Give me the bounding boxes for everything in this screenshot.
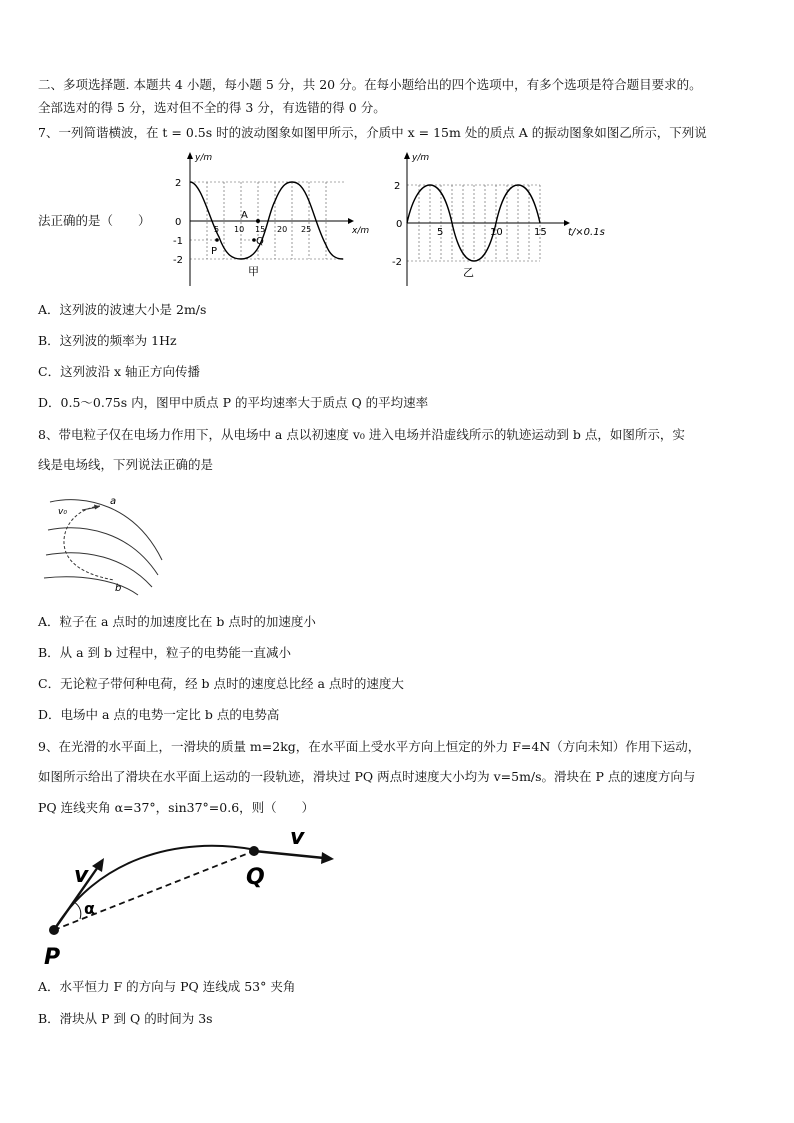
q9-trajectory-figure [36,820,346,970]
q7-stem-line1: 7、一列简谐横波，在 t = 0.5s 时的波动图象如图甲所示，介质中 x = 15m 处的质点 A 的振动图象如图乙所示，下列说 [38,125,707,140]
fig-b-ylabel: y/m [412,153,430,163]
fig-b-xtick: 15 [534,227,547,238]
q7-option-b: B．这列波的频率为 1Hz [38,333,177,348]
label-p: P [44,945,61,970]
fig-a-xtick: 5 [214,225,220,234]
label-v0: v₀ [58,507,67,517]
fig-a-caption: 甲 [248,265,259,278]
point-p-label: P [211,246,218,257]
q7-wave-figure-jia [170,146,380,286]
point-q [249,846,259,856]
q9-option-a: A．水平恒力 F 的方向与 PQ 连线成 53° 夹角 [38,979,296,994]
field-line [46,553,152,587]
field-line [44,577,138,595]
point-q-label: Q [256,236,264,247]
point-p [49,925,59,935]
q7-option-c: C．这列波沿 x 轴正方向传播 [38,364,201,379]
q7-stem-line2: 法正确的是（ ） [38,213,151,228]
q8-stem-line2: 线是电场线，下列说法正确的是 [38,457,214,472]
q9-stem-line2: 如图所示给出了滑块在水平面上运动的一段轨迹，滑块过 PQ 两点时速度大小均为 v=5m/s。滑块在 P 点的速度方向与 [38,769,696,784]
alpha-arc [74,902,81,919]
fig-a-xtick: 15 [255,225,266,234]
q7-option-a: A．这列波的波速大小是 2m/s [38,302,207,317]
q8-electric-field-figure [40,490,170,600]
q8-stem-line1: 8、带电粒子仅在电场力作用下，从电场中 a 点以初速度 v₀ 进入电场并沿虚线所示的轨迹运动到 b 点，如图所示，实 [38,427,685,442]
q9-stem-line3: PQ 连线夹角 α=37°，sin37°=0.6，则（ ） [38,800,315,815]
fig-b-caption: 乙 [463,266,474,279]
fig-a-ylabel: y/m [195,153,213,163]
point-a-label: A [241,210,248,221]
label-a: a [110,496,117,507]
q8-option-c: C．无论粒子带何种电荷，经 b 点时的速度总比经 a 点时的速度大 [38,676,404,691]
q8-option-b: B．从 a 到 b 过程中，粒子的电势能一直减小 [38,645,292,660]
fig-a-xlabel: x/m [352,226,370,236]
q8-option-a: A．粒子在 a 点时的加速度比在 b 点时的加速度小 [38,614,316,629]
fig-a-xtick: 10 [234,225,245,234]
label-q: Q [246,865,265,890]
fig-a-ytick: -2 [173,255,183,266]
fig-b-xtick: 10 [490,227,503,238]
label-alpha: α [84,899,95,918]
fig-b-ytick: 0 [396,219,403,230]
trajectory-dashed [64,506,114,580]
fig-a-xtick: 20 [277,225,288,234]
label-v-q: v [290,825,305,850]
fig-a-xtick: 25 [301,225,312,234]
fig-b-xtick: 5 [437,227,444,238]
fig-a-ytick: -1 [173,236,183,247]
label-b: b [115,583,122,594]
fig-b-xlabel: t/×0.1s [568,227,605,238]
q9-option-b: B．滑块从 P 到 Q 的时间为 3s [38,1011,213,1026]
section-header-line2: 全部选对的得 5 分，选对但不全的得 3 分，有选错的得 0 分。 [38,100,386,115]
q7-vibration-figure-yi [390,146,620,286]
fig-b-ytick: 2 [394,181,401,192]
field-line [48,528,158,575]
label-v-p: v [74,863,89,888]
q8-option-d: D．电场中 a 点的电势一定比 b 点的电势高 [38,707,280,722]
fig-b-ytick: -2 [392,257,402,268]
q7-option-d: D．0.5～0.75s 内，图甲中质点 P 的平均速率大于质点 Q 的平均速率 [38,395,429,410]
section-header-line1: 二、多项选择题. 本题共 4 小题，每小题 5 分，共 20 分。在每小题给出的四个选项中，有多个选项是符合题目要求的。 [38,77,702,92]
q9-stem-line1: 9、在光滑的水平面上，一滑块的质量 m=2kg，在水平面上受水平方向上恒定的外力 F=4N（方向未知）作用下运动， [38,739,701,754]
fig-a-ytick: 2 [175,178,182,189]
fig-a-ytick: 0 [175,217,182,228]
